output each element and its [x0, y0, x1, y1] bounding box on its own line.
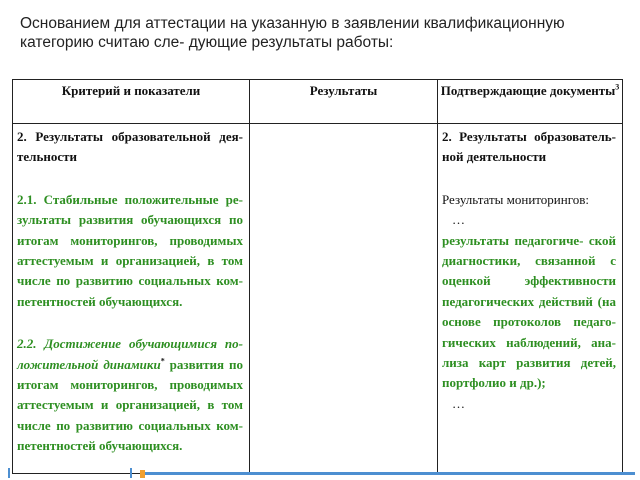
monitoring-label: Результаты мониторингов:: [442, 191, 589, 207]
monitoring-results-text: результаты педагогиче- ской диагностики, связанной с оценкой эффективности педагогических действий (на основе протоколов педаго- гических наблюдений, ана- лиза карт развития детей, портфолио и др.);: [442, 232, 616, 391]
ellipsis-top: …: [452, 212, 465, 228]
header-results: Результаты: [250, 80, 438, 124]
attestation-table: [12, 79, 623, 474]
footer-tick-left: [8, 468, 10, 478]
header-documents: [438, 80, 623, 124]
documents-cell: [438, 124, 623, 474]
criteria-section-title: 2. Результаты образовательной дея- тельности: [17, 129, 243, 165]
documents-section-title: 2. Результаты образователь- ной деятельности: [442, 129, 616, 165]
intro-paragraph: Основанием для аттестации на указанную в заявлении квалификационную категорию считаю сле- дующие результаты работы:: [20, 15, 565, 51]
criteria-item-2-1: 2.1. Стабильные положительные ре- зультаты развития обучающихся по итогам мониторингов, проводимых аттестуемым и организацией, в том числе по развитию социальных ком- петентностей обучающихся.: [17, 191, 243, 309]
criteria-item-2-2-rest: развития по итогам мониторингов, проводимых аттестуемым и организацией, в том числе по развитию социальных ком- петентностей обучающихся.: [17, 356, 243, 454]
criteria-cell: [13, 124, 250, 474]
criteria-item-2-2-mark: *: [160, 356, 165, 366]
footer-tick-mid: [130, 468, 132, 478]
table-header-row: [13, 80, 623, 124]
table-row: [13, 124, 623, 474]
header-documents-label: Подтверждающие документы: [440, 83, 616, 98]
criteria-item-2-2: [17, 334, 243, 456]
criteria-item-2-2-lead: 2.2. Достижение обучающимися по- ложительной динамики: [17, 336, 243, 372]
ellipsis-bottom: …: [452, 395, 465, 411]
header-criteria: Критерий и показатели: [13, 80, 250, 124]
results-cell: [250, 124, 438, 474]
header-documents-footnote: 3: [615, 82, 620, 92]
footer-accent-line: [145, 472, 635, 475]
